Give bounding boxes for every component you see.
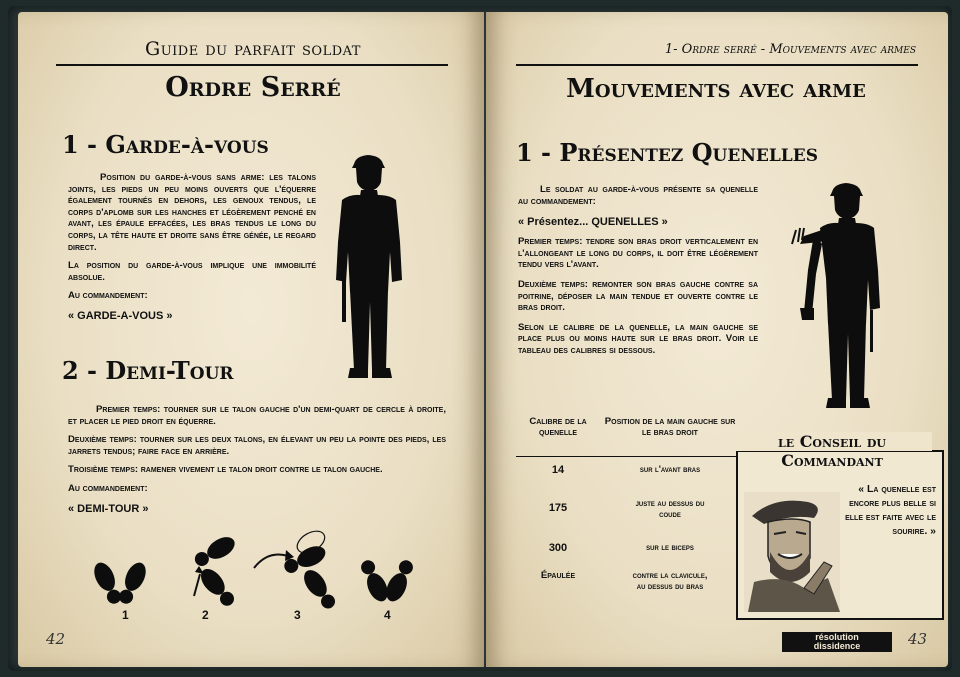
position-cell: sur l'avant bras [639,464,701,474]
demi-tour-footprints-diagram [82,524,432,620]
demi-tour-command-label: Au commandement: [68,482,148,494]
quenelle-paragraph-intro: Le soldat au garde-à-vous présente sa quenelle au commandement: [518,184,758,207]
right-chapter-title: Mouvements avec arme [566,74,866,104]
book [8,6,952,671]
logo-line-2: dissidence [813,641,861,651]
conseil-du-commandant-box [736,432,944,620]
commandant-portrait [744,492,840,612]
calibre-cell: 14 [551,464,565,476]
footprints-step-4 [357,557,417,604]
step-label-3: 3 [294,608,301,622]
conseil-quote: « La quenelle est encore plus belle si elle est faite avec le sourire. » [845,483,936,537]
garde-a-vous-paragraph-2: La position du garde-à-vous implique une immobilité absolue. [68,260,316,283]
soldier-quenelle-silhouette [790,178,900,418]
footprints-step-1 [90,559,150,606]
step-label-1: 1 [122,608,129,622]
step-label-4: 4 [384,608,391,622]
resolution-dissidence-logo [782,632,892,652]
table-row [516,570,740,610]
garde-a-vous-command-label: Au commandement: [68,290,148,302]
demi-tour-text-block [68,404,446,515]
step-label-2: 2 [202,608,209,622]
garde-a-vous-paragraph-1: Position du garde-à-vous sans arme: les talons joints, les pieds un peu moins ouverts que l'équerre également tournés en dehors, les genoux tendus, le corps d'aplomb sur les hanches et légèrement penché en avant, les épaule effacées, les bras tendus le long du corps, la tête haute et droite sans être génée, le regard direct. [68,172,316,253]
quenelle-paragraph-deuxieme-temps: Deuxième temps: remonter son bras gauche contre sa poitrine, déposer la main tendue et ouverte contre le bras droit. [518,278,758,314]
right-page-number: 43 [908,630,928,648]
conseil-title-line-2: Commandant [781,451,883,470]
quenelle-text-block [518,184,758,357]
calibre-cell: 300 [548,542,568,554]
right-page [486,12,948,667]
left-page-number: 42 [46,630,66,648]
position-column-header: Position de la main gauche sur le bras droit [604,416,736,438]
quenelle-command: « Présentez... QUENELLES » [518,216,668,229]
section-heading-garde-a-vous: 1 - Garde-à-vous [62,130,269,159]
calibre-table-rule [516,456,740,457]
calibre-table-body [516,464,740,610]
right-running-header: 1- Ordre serré - Mouvements avec armes [664,42,916,57]
section-heading-presentez-quenelles: 1 - Présentez Quenelles [516,138,818,167]
left-running-header: Guide du parfait soldat [145,38,361,60]
calibre-cell: Épaulée [540,570,576,581]
demi-tour-paragraph-1: Premier temps: tourner sur le talon gauche d'un demi-quart de cercle à droite, et placer le pied droit en équerre. [68,404,446,427]
left-chapter-title: Ordre Serré [165,72,341,103]
right-header-rule [516,64,918,66]
position-cell: contre la clavicule, au dessus du bras [632,570,708,591]
left-page [18,12,484,667]
quenelle-paragraph-premier-temps: Premier temps: tendre son bras droit verticalement en l'allongeant le long du corps, il doit être légèrement tendu vers l'avant. [518,236,758,271]
demi-tour-command: « DEMI-TOUR » [68,502,149,515]
soldier-attention-silhouette [320,152,420,384]
table-row [516,464,740,498]
calibre-cell: 175 [548,502,568,514]
position-cell: juste au dessus du coude [635,498,705,519]
demi-tour-paragraph-3: Troisième temps: ramener vivement le talon droit contre le talon gauche. [68,464,383,476]
calibre-column-header: Calibre de la quenelle [529,416,587,438]
garde-a-vous-text-block [68,172,316,322]
footprints-step-3 [254,527,339,613]
table-row [516,498,740,542]
calibre-table [516,416,740,438]
position-cell: sur le biceps [646,542,694,552]
quenelle-paragraph-calibre: Selon le calibre de la quenelle, la main gauche se place plus ou moins haute sur le bras droit. Voir le tableau des calibres si dessous. [518,321,758,356]
table-row [516,542,740,570]
garde-a-vous-command: « GARDE-A-VOUS » [68,309,173,322]
footprints-step-2 [191,533,238,610]
demi-tour-paragraph-2: Deuxième temps: tourner sur les deux talons, en élevant un peu la pointe des pieds, les jarrets tendus; faire face en arrière. [68,434,446,457]
conseil-title-line-1: le Conseil du [732,432,932,451]
logo-line-1: résolution [815,632,859,642]
section-heading-demi-tour: 2 - Demi-Tour [62,356,234,385]
left-header-rule [56,64,448,66]
